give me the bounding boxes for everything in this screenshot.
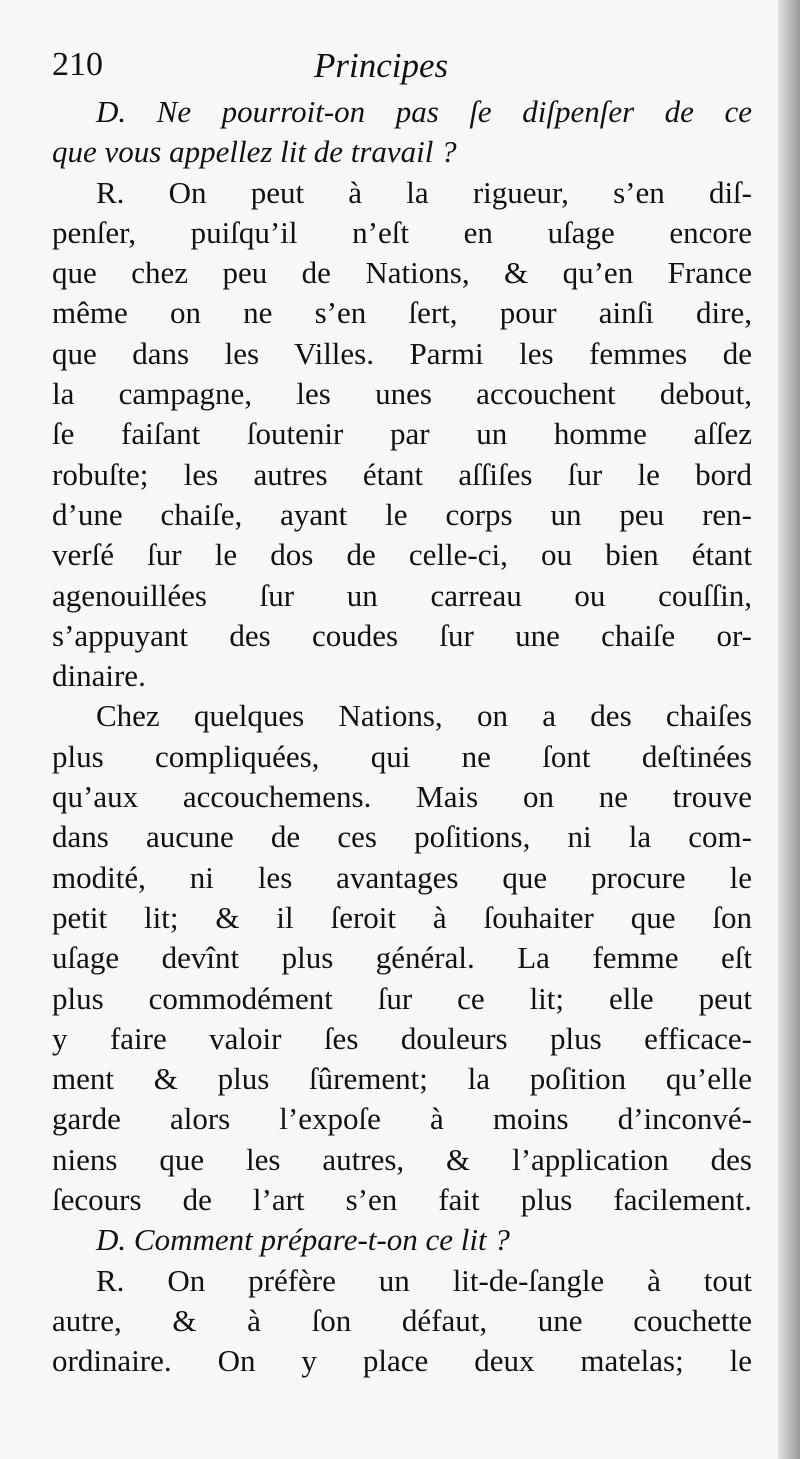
text-line: autre, & à ſon défaut, une couchette — [52, 1302, 752, 1338]
text-line: verſé ſur le dos de celle-ci, ou bien étant — [52, 537, 752, 573]
text-line: D. Comment prépare-t-on ce lit ? — [96, 1222, 510, 1258]
text-line: penſer, puiſqu’il n’eſt en uſage encore — [52, 214, 752, 250]
text-line: garde alors l’expoſe à moins d’inconvé- — [52, 1101, 752, 1137]
text-line: qu’aux accouchemens. Mais on ne trouve — [52, 779, 752, 815]
text-line: petit lit; & il ſeroit à ſouhaiter que ſon — [52, 899, 752, 935]
text-line: plus compliquées, qui ne ſont deſtinées — [52, 738, 752, 774]
text-line: d’une chaiſe, ayant le corps un peu ren- — [52, 496, 752, 532]
page-gutter-shadow — [778, 0, 800, 1459]
text-line: niens que les autres, & l’application des — [52, 1141, 752, 1177]
text-line: agenouillées ſur un carreau ou couſſin, — [52, 577, 752, 613]
text-line: ſecours de l’art s’en fait plus facilement. — [52, 1182, 752, 1218]
text-line: modité, ni les avantages que procure le — [52, 859, 752, 895]
text-line: R. On préfère un lit-de-ſangle à tout — [96, 1262, 752, 1298]
text-line: D. Ne pourroit-on pas ſe diſpenſer de ce — [96, 94, 752, 129]
body-text — [52, 92, 752, 1382]
text-line: que chez peu de Nations, & qu’en France — [52, 255, 752, 291]
text-line: R. On peut à la rigueur, s’en diſ- — [96, 174, 752, 210]
page-number: 210 — [52, 46, 103, 83]
text-line: uſage devînt plus général. La femme eſt — [52, 940, 752, 976]
text-line: ordinaire. On y place deux matelas; le — [52, 1343, 752, 1379]
running-head — [52, 46, 752, 96]
text-line: s’appuyant des coudes ſur une chaiſe or- — [52, 617, 752, 653]
text-line: ment & plus ſûrement; la poſition qu’elle — [52, 1061, 752, 1097]
text-line: ſe faiſant ſoutenir par un homme aſſez — [52, 416, 752, 452]
text-line: la campagne, les unes accouchent debout, — [52, 376, 752, 412]
text-line: Chez quelques Nations, on a des chaiſes — [96, 698, 752, 734]
text-line: que dans les Villes. Parmi les femmes de — [52, 335, 752, 371]
text-line: que vous appellez lit de travail ? — [52, 134, 457, 170]
text-line: même on ne s’en ſert, pour ainſi dire, — [52, 295, 752, 331]
text-line: plus commodément ſur ce lit; elle peut — [52, 980, 752, 1016]
running-title: Principes — [314, 46, 449, 85]
text-line: robuſte; les autres étant aſſiſes ſur le bord — [52, 456, 752, 492]
text-line: dinaire. — [52, 658, 146, 694]
text-line: y faire valoir ſes douleurs plus efficace- — [52, 1020, 752, 1056]
text-line: dans aucune de ces poſitions, ni la com- — [52, 819, 752, 855]
